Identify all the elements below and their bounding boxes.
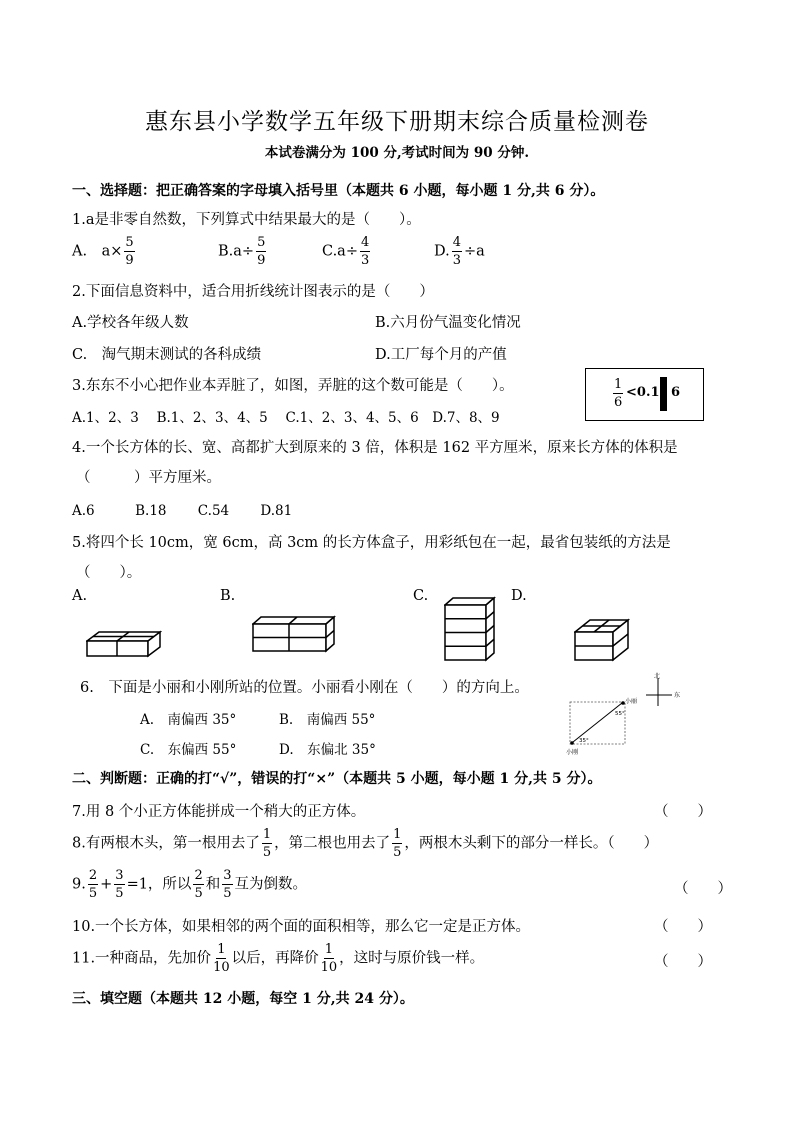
q8-fraction-1 (262, 828, 272, 859)
q1-d-fraction (452, 236, 462, 267)
q1-d-tail: ÷a (464, 243, 485, 260)
q9-den-3: 5 (194, 886, 203, 901)
q5-figure-d (574, 618, 630, 662)
q1-stem: 1.a是非零自然数，下列算式中结果最大的是（ ）。 (72, 212, 421, 228)
q9-fraction-2 (114, 869, 124, 900)
section-2-heading: 二、判断题：正确的打“√”，错误的打“×”（本题共 5 小题，每小题 1 分,共 5 分）。 (72, 771, 602, 787)
q6-map-angle-bottom: 35° (579, 738, 589, 744)
q5-option-d-label: D. (511, 588, 527, 604)
q9-num-2: 3 (115, 868, 124, 883)
q5-option-c-label: C. (413, 588, 429, 604)
q5-figure-a (86, 630, 162, 660)
q8-num-2: 1 (393, 827, 402, 842)
q8-den-1: 5 (262, 845, 272, 860)
q3-box-right: 6 (671, 385, 681, 400)
page-subtitle: 本试卷满分为 100 分,考试时间为 90 分钟. (264, 145, 530, 161)
q6-map-xiaogang-dot (570, 741, 574, 745)
q6-map-line (573, 703, 622, 742)
q1-option-b (218, 236, 268, 267)
q11-post: ，这时与原价钱一样。 (339, 950, 485, 967)
q1-option-a (72, 236, 137, 267)
q1-option-c (322, 236, 372, 267)
q6-map-north: 北 (654, 673, 661, 680)
q1-a-num: 5 (125, 235, 134, 250)
q5-option-a-label: A. (72, 588, 88, 604)
q9-answer-paren: （ ） (674, 881, 732, 897)
q1-c-fraction (360, 236, 370, 267)
q3-box-fraction (613, 378, 623, 409)
q10-answer-paren: （ ） (654, 919, 712, 935)
q10-stem: 10.一个长方体，如果相邻的两个面的面积相等，那么它一定是正方体。 (72, 919, 531, 935)
q11-mid: 以后，再降价 (231, 950, 319, 967)
section-1-heading: 一、选择题：把正确答案的字母填入括号里（本题共 6 小题，每小题 1 分,共 6 分）。 (72, 183, 605, 199)
q1-b-den: 9 (257, 253, 266, 268)
q6-map-xiaoli: 小丽 (625, 698, 638, 705)
q9-num-4: 3 (223, 868, 232, 883)
q1-option-d (434, 236, 485, 267)
q8-line (72, 828, 658, 859)
q1-c-den: 3 (360, 253, 370, 268)
q11-num-1: 1 (217, 942, 226, 957)
section-3-heading: 三、填空题（本题共 12 小题，每空 1 分,共 24 分）。 (72, 991, 414, 1007)
q9-num-1: 2 (88, 868, 98, 883)
q8-num-1: 1 (262, 827, 272, 842)
q1-b-label: B.a÷ (218, 243, 255, 260)
q11-den-2: 10 (320, 960, 338, 975)
q6-map-angle-top: 55° (615, 711, 625, 717)
q9-pre: 9. (72, 876, 86, 893)
q5-stem-2: （ ）。 (76, 565, 142, 581)
q11-fraction-1 (213, 943, 230, 974)
q9-den-4: 5 (223, 886, 232, 901)
q9-fraction-4 (222, 869, 232, 900)
q11-den-1: 10 (213, 960, 230, 975)
q9-fraction-1 (88, 869, 98, 900)
q5-option-b-label: B. (220, 588, 236, 604)
q11-num-2: 1 (324, 942, 334, 957)
q3-options: A.1、2、3 B.1、2、3、4、5 C.1、2、3、4、5、6 D.7、8、9 (72, 410, 500, 426)
page-title: 惠东县小学数学五年级下册期末综合质量检测卷 (145, 109, 649, 135)
q9-fraction-3 (193, 869, 203, 900)
q7-answer-paren: （ ） (654, 804, 712, 820)
q3-box-den: 6 (614, 395, 623, 410)
q9-den-1: 5 (88, 886, 98, 901)
q8-den-2: 5 (393, 845, 402, 860)
q6-option-b: B. 南偏西 55° (279, 712, 376, 728)
q6-map-xiaogang: 小刚 (566, 749, 579, 756)
q9-plus: + (100, 876, 113, 893)
q3-stem: 3.东东不小心把作业本弄脏了，如图，弄脏的这个数可能是（ ）。 (72, 378, 514, 394)
q7-stem: 7.用 8 个小正方体能拼成一个稍大的正方体。 (72, 804, 366, 820)
q9-num-3: 2 (194, 868, 203, 883)
q4-options: A.6 B.18 C.54 D.81 (72, 503, 293, 519)
q11-pre: 11.一种商品，先加价 (72, 950, 212, 967)
q2-option-b: B.六月份气温变化情况 (375, 315, 521, 331)
q9-post: 互为倒数。 (234, 876, 307, 893)
q4-stem-2: （ ）平方厘米。 (76, 470, 221, 486)
q9-eq: =1，所以 (126, 876, 192, 893)
q3-box-num: 1 (614, 377, 623, 392)
q1-c-num: 4 (360, 235, 370, 250)
q1-d-num: 4 (452, 235, 461, 250)
q1-b-fraction (256, 236, 266, 267)
q8-fraction-2 (392, 828, 402, 859)
q6-option-a: A. 南偏西 35° (140, 712, 237, 728)
q1-a-fraction (124, 236, 134, 267)
q6-stem: 6. 下面是小丽和小刚所站的位置。小丽看小刚在（ ）的方向上。 (80, 680, 529, 696)
q3-box-middle: <0.1 (626, 385, 660, 400)
q5-stem: 5.将四个长 10cm，宽 6cm，高 3cm 的长方体盒子，用彩纸包在一起，最省包装纸的方法是 (72, 535, 671, 551)
q1-b-num: 5 (257, 235, 266, 250)
q1-a-label: A. a× (72, 243, 123, 260)
q3-box-smudge (660, 377, 667, 411)
q9-line (72, 869, 307, 900)
q11-fraction-2 (321, 943, 338, 974)
q6-option-c: C. 东偏西 55° (140, 742, 237, 758)
q2-option-d: D.工厂每个月的产值 (375, 347, 507, 363)
q8-answer-paren: （ ） (607, 835, 659, 852)
q6-map-east: 东 (674, 692, 681, 699)
q2-option-c: C. 淘气期末测试的各科成绩 (72, 347, 262, 363)
q11-answer-paren: （ ） (654, 954, 712, 970)
q3-figure-box (585, 368, 704, 421)
q8-post: ，两根木头剩下的部分一样长。 (404, 835, 608, 852)
q8-pre: 8.有两根木头，第一根用去了 (72, 835, 260, 852)
q6-direction-map (562, 670, 692, 758)
q1-d-label: D. (434, 243, 450, 260)
q11-line (72, 943, 484, 974)
q4-stem: 4.一个长方体的长、宽、高都扩大到原来的 3 倍，体积是 162 平方厘米，原来长方体的体积是 (72, 440, 678, 456)
q5-figure-c (444, 596, 496, 662)
q1-d-den: 3 (452, 253, 461, 268)
q5-figure-b (252, 615, 336, 653)
q1-a-den: 9 (125, 253, 134, 268)
q1-c-label: C.a÷ (322, 243, 358, 260)
q2-option-a: A.学校各年级人数 (72, 315, 189, 331)
q8-mid: ，第二根也用去了 (274, 835, 391, 852)
q9-and: 和 (205, 876, 221, 893)
q6-option-d: D. 东偏北 35° (279, 742, 376, 758)
q2-stem: 2.下面信息资料中，适合用折线统计图表示的是（ ） (72, 284, 434, 300)
q9-den-2: 5 (115, 886, 124, 901)
